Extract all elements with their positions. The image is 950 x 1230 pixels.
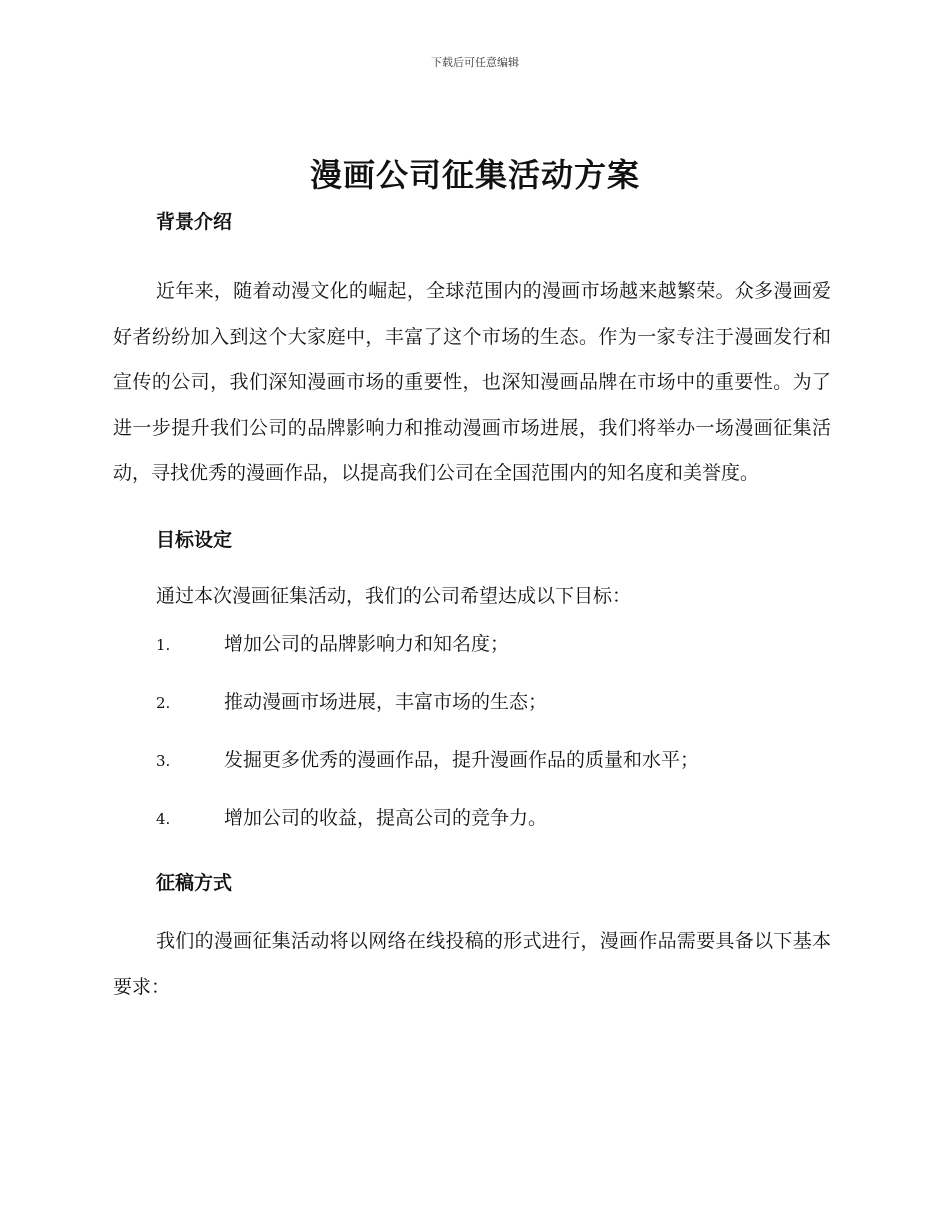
header-note: 下载后可任意编辑: [431, 56, 519, 69]
document-title: 漫画公司征集活动方案: [309, 156, 640, 194]
list-item: [113, 629, 831, 687]
background-paragraph: 近年来，随着动漫文化的崛起，全球范围内的漫画市场越来越繁荣。众多漫画爱好者纷纷加入到这个大家庭中，丰富了这个市场的生态。作为一家专注于漫画发行和宣传的公司，我们深知漫画市场的重要性，也深知漫画品牌在市场中的重要性。为了进一步提升我们公司的品牌影响力和推动漫画市场进展，我们将举办一场漫画征集活动，寻找优秀的漫画作品，以提高我们公司在全国范围内的知名度和美誉度。: [113, 280, 831, 484]
list-item: [113, 687, 831, 745]
section-heading-background: 背景介绍: [156, 211, 233, 233]
list-item-number: 4.: [156, 810, 171, 828]
section-heading-submission: 征稿方式: [156, 872, 233, 894]
goals-intro: 通过本次漫画征集活动，我们的公司希望达成以下目标：: [156, 584, 632, 607]
list-item-text: 增加公司的收益，提高公司的竞争力。: [224, 807, 548, 829]
list-item: [113, 745, 831, 803]
list-item-text: 推动漫画市场进展，丰富市场的生态；: [224, 691, 548, 713]
list-item: [113, 803, 831, 861]
section-heading-goals: 目标设定: [156, 528, 233, 551]
list-item-text: 增加公司的品牌影响力和知名度；: [224, 633, 510, 655]
submission-paragraph: 我们的漫画征集活动将以网络在线投稿的形式进行，漫画作品需要具备以下基本要求：: [113, 930, 831, 998]
list-item-number: 3.: [156, 752, 171, 770]
list-item-number: 2.: [156, 694, 171, 712]
goals-list: [113, 629, 831, 861]
list-item-text: 发掘更多优秀的漫画作品，提升漫画作品的质量和水平；: [224, 749, 700, 771]
document-body: [113, 200, 831, 1010]
list-item-number: 1.: [156, 636, 171, 654]
